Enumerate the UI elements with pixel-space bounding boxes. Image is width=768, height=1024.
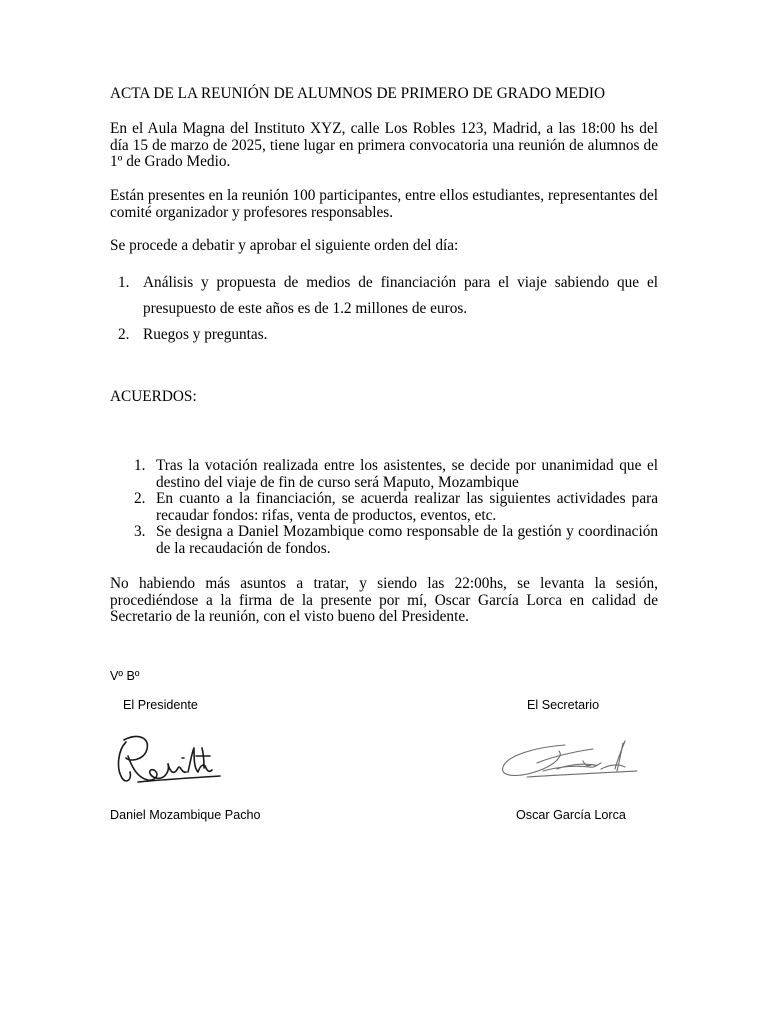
agenda-list	[110, 270, 658, 348]
acuerdo-item	[110, 491, 658, 524]
agenda-item	[110, 270, 658, 322]
acuerdo-item-text: Tras la votación realizada entre los asistentes, se decide por unanimidad que el destino del viaje de fin de curso será Maputo, Mozambique	[156, 457, 658, 491]
document-title: ACTA DE LA REUNIÓN DE ALUMNOS DE PRIMERO DE GRADO MEDIO	[110, 85, 606, 102]
agenda-item-text: Análisis y propuesta de medios de financiación para el viaje sabiendo que el presupuesto de este años es de 1.2 millones de euros.	[143, 274, 658, 317]
intro-paragraph: En el Aula Magna del Instituto XYZ, calle Los Robles 123, Madrid, a las 18:00 hs del día 15 de marzo de 2025, tiene lugar en primera convocatoria una reunión de alumnos de 1º de Grado Medio.	[110, 120, 658, 171]
secretary-name: Oscar García Lorca	[516, 808, 626, 822]
president-signature-icon	[108, 728, 228, 790]
attendance-paragraph: Están presentes en la reunión 100 participantes, entre ellos estudiantes, representantes del comité organizador y profesores responsables.	[110, 187, 658, 221]
acuerdo-item-text: Se designa a Daniel Mozambique como responsable de la gestión y coordinación de la recaudación de fondos.	[156, 523, 658, 557]
acuerdo-item-number: 1.	[134, 457, 146, 474]
president-name: Daniel Mozambique Pacho	[110, 808, 261, 822]
agenda-intro: Se procede a debatir y aprobar el siguiente orden del día:	[110, 237, 459, 254]
acuerdos-heading: ACUERDOS:	[110, 388, 197, 405]
acuerdo-item	[110, 458, 658, 491]
agenda-item	[110, 322, 658, 348]
acuerdo-item-number: 3.	[134, 523, 146, 541]
acuerdo-item	[110, 524, 658, 557]
president-label: El Presidente	[123, 698, 198, 712]
closing-paragraph: No habiendo más asuntos a tratar, y siendo las 22:00hs, se levanta la sesión, procediéndose a la firma de la presente por mí, Oscar García Lorca en calidad de Secretario de la reunión, con el visto bueno del Presidente.	[110, 575, 658, 626]
agenda-item-number: 1.	[118, 274, 130, 291]
secretary-signature-icon	[497, 737, 647, 785]
acuerdo-item-number: 2.	[134, 490, 146, 508]
visto-bueno-label: Vº Bº	[110, 669, 140, 683]
secretary-label: El Secretario	[527, 698, 600, 712]
agenda-item-number: 2.	[118, 326, 130, 343]
acuerdo-item-text: En cuanto a la financiación, se acuerda realizar las siguientes actividades para recaudar fondos: rifas, venta de productos, eventos, etc.	[156, 490, 658, 524]
agenda-item-text: Ruegos y preguntas.	[143, 326, 268, 343]
acuerdos-list	[110, 458, 658, 558]
